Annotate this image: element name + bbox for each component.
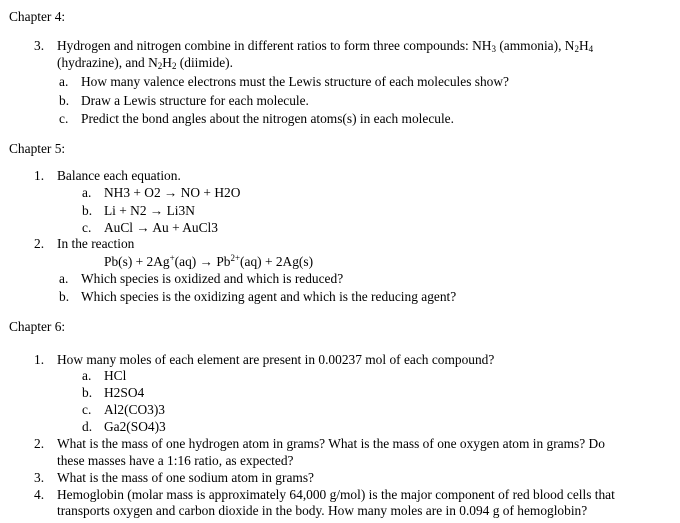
subitem-letter: a. [59,271,69,286]
subitem-text: Ga2(SO4)3 [104,419,166,434]
chapter-4-heading: Chapter 4: [9,9,66,24]
subitem-text: How many valence electrons must the Lewis structure of each molecules show? [81,74,509,89]
question-number: 2. [34,236,45,251]
subitem-text: Al2(CO3)3 [104,402,165,417]
subitem-text: HCl [104,368,127,383]
subitem-letter: c. [82,402,92,417]
subitem-letter: a. [82,368,92,383]
subitem-text: NH3 + O2 → NO + H2O [104,185,241,200]
subitem-text: Li + N2 → Li3N [104,203,195,218]
question-text-line1: What is the mass of one hydrogen atom in grams? What is the mass of one oxygen atom in grams? Do [57,436,605,451]
subitem-text: H2SO4 [104,385,145,400]
subitem-text: Which species is the oxidizing agent and which is the reducing agent? [81,289,457,304]
question-text: What is the mass of one sodium atom in grams? [57,470,314,485]
subitem-letter: a. [82,185,92,200]
question-text: In the reaction [57,236,135,251]
question-text-line1: Hydrogen and nitrogen combine in different ratios to form three compounds: $NH_3$ (ammonia), $N_2H_4$ [57,38,594,54]
question-text: How many moles of each element are present in 0.00237 mol of each compound? [57,352,495,367]
subitem-letter: b. [59,289,70,304]
question-text-line2: transports oxygen and carbon dioxide in the body. How many moles are in 0.094 g of hemoglobin? [57,503,588,518]
question-number: 3. [34,470,45,485]
question-text-line2: (hydrazine), and $N_2H_2$ (diimide). [57,55,233,71]
subitem-letter: d. [82,419,93,434]
question-text: Balance each equation. [57,168,181,183]
subitem-letter: a. [59,74,69,89]
subitem-letter: b. [59,93,70,108]
subitem-text: Which species is oxidized and which is reduced? [81,271,344,286]
chapter-5-heading: Chapter 5: [9,141,66,156]
subitem-text: AuCl → Au + AuCl3 [104,220,218,235]
subitem-letter: b. [82,203,93,218]
question-number: 4. [34,487,45,502]
subitem-text: Draw a Lewis structure for each molecule. [81,93,309,108]
subitem-letter: b. [82,385,93,400]
question-text-line2: these masses have a 1:16 ratio, as expected? [57,453,294,468]
subitem-text: Predict the bond angles about the nitrogen atoms(s) in each molecule. [81,111,454,126]
subitem-letter: c. [59,111,69,126]
subitem-letter: c. [82,220,92,235]
reaction-equation: $Pb(s) + 2Ag^+(aq) \to Pb^{2+}(aq) + 2Ag(s)$ [104,253,314,269]
chapter-6-heading: Chapter 6: [9,319,66,334]
question-number: 3. [34,38,45,53]
question-number: 2. [34,436,45,451]
question-number: 1. [34,352,45,367]
question-number: 1. [34,168,45,183]
question-text-line1: Hemoglobin (molar mass is approximately 64,000 g/mol) is the major component of red blood cells that [57,487,615,502]
